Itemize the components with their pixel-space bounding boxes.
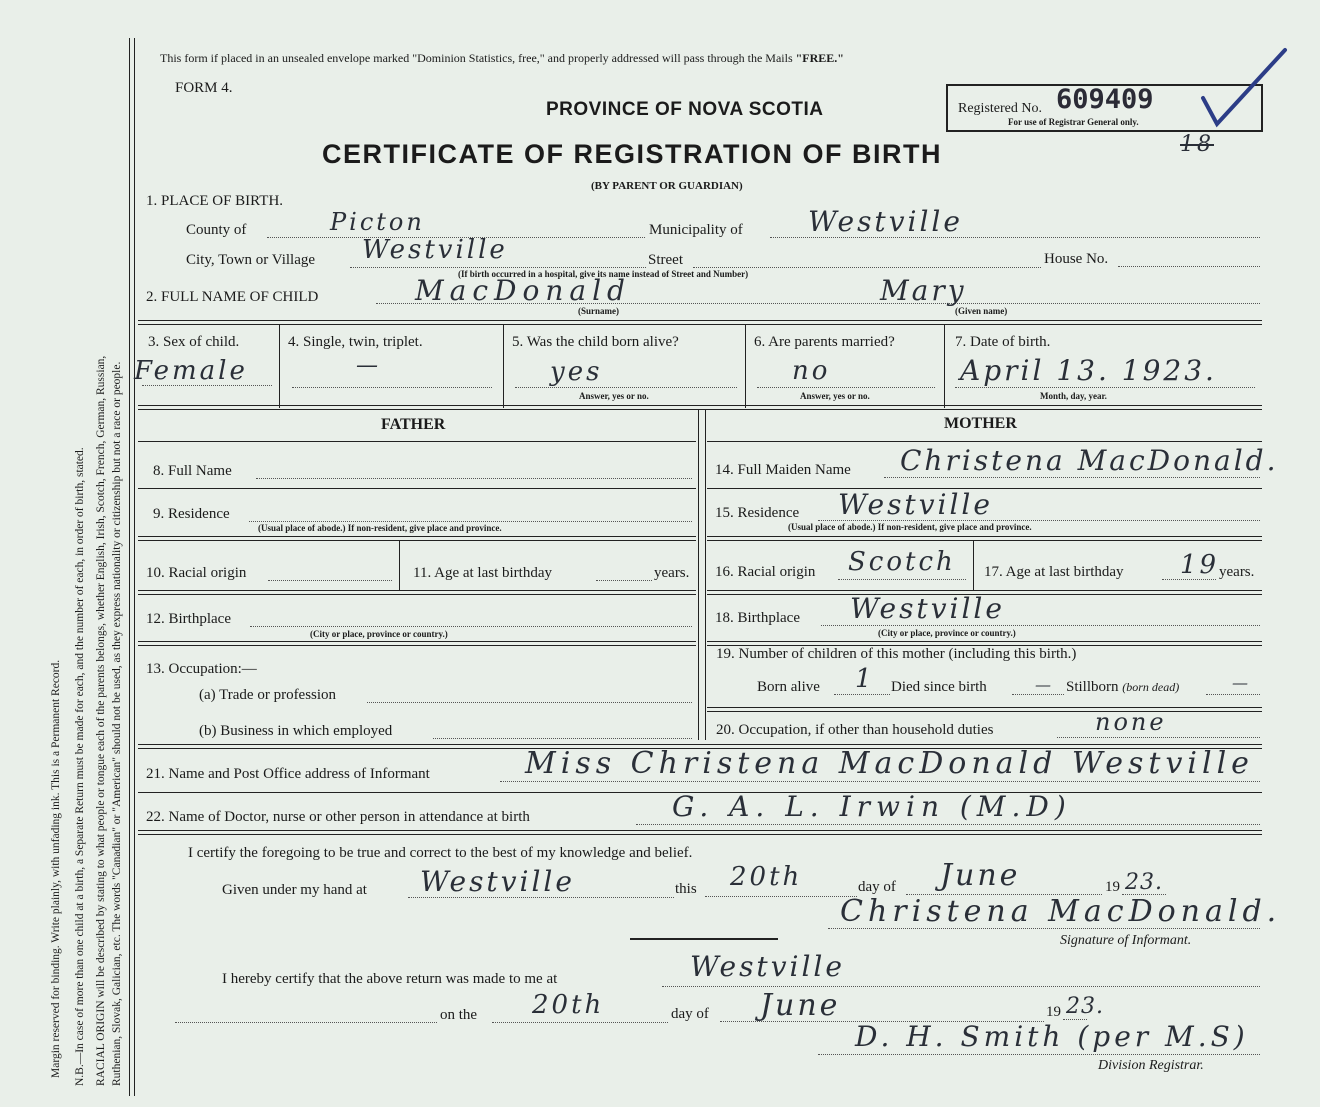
- alive-answer-note: Answer, yes or no.: [579, 391, 649, 401]
- given-name-note: (Given name): [955, 306, 1008, 316]
- mail-note-free: "FREE.": [795, 51, 844, 65]
- father-birthplace-note: (City or place, province or country.): [310, 629, 448, 639]
- this-label: this: [675, 881, 697, 897]
- married-value: no: [792, 356, 831, 386]
- registrar-place-value: Westville: [690, 950, 845, 983]
- child-given-name: Mary: [880, 274, 967, 307]
- side-text-2: N.B.—In case of more than one child at a birth, a Separate Return must be made for each, and the number of each, in order of birth, stated.: [74, 447, 86, 1086]
- registrar-year-value: 23.: [1066, 994, 1104, 1019]
- certify-year-value: 23.: [1125, 870, 1163, 895]
- registrar-signature: D. H. Smith (per M.S): [855, 1020, 1249, 1053]
- father-residence-label: 9. Residence: [153, 506, 230, 522]
- registrar-note: For use of Registrar General only.: [1008, 117, 1139, 127]
- born-alive-value: yes: [550, 357, 603, 387]
- margin-rule-2: [134, 38, 135, 1096]
- died-since-birth-value: —: [1035, 675, 1054, 694]
- side-text-4: Ruthenian, Slovak, Galician, etc. The words "Canadian" or "American" should not be used, as they express nationality or citizenship but not a race or people.: [111, 361, 123, 1086]
- born-alive-count-label: Born alive: [757, 679, 820, 695]
- registrar-day-of-label: day of: [671, 1006, 709, 1022]
- father-racial-label: 10. Racial origin: [146, 565, 247, 581]
- mother-age-label: 17. Age at last birthday: [984, 564, 1124, 580]
- born-alive-label: 5. Was the child born alive?: [512, 334, 679, 350]
- doctor-label: 22. Name of Doctor, nurse or other person in attendance at birth: [146, 809, 530, 825]
- mother-birthplace-note: (City or place, province or country.): [878, 628, 1016, 638]
- stillborn-label: [1066, 679, 1179, 696]
- registrar-signature-label: Division Registrar.: [1098, 1058, 1204, 1073]
- single-twin-label: 4. Single, twin, triplet.: [288, 334, 423, 350]
- informant-signature-label: Signature of Informant.: [1060, 933, 1192, 948]
- certify-statement: I certify the foregoing to be true and correct to the best of my knowledge and belief.: [188, 845, 693, 861]
- certify-month-value: June: [940, 858, 1021, 893]
- mother-residence-value: Westville: [838, 488, 993, 521]
- mother-occupation-value: none: [1095, 708, 1167, 736]
- informant-value: Miss Christena MacDonald Westville: [525, 746, 1254, 781]
- registered-number: 609409: [1056, 84, 1154, 115]
- certify-day-of-label: day of: [858, 879, 896, 895]
- given-under-hand-label: Given under my hand at: [222, 882, 367, 898]
- child-surname: MacDonald: [415, 274, 631, 307]
- father-business-label: (b) Business in which employed: [199, 723, 393, 739]
- mother-birthplace-label: 18. Birthplace: [715, 610, 800, 626]
- stillborn-note: (born dead): [1122, 680, 1180, 694]
- margin-mark: 18: [1180, 132, 1214, 157]
- county-label: County of: [186, 222, 247, 238]
- father-occupation-label: 13. Occupation:—: [146, 661, 257, 677]
- registrar-month-value: June: [760, 988, 841, 1023]
- birth-date-label: 7. Date of birth.: [955, 334, 1051, 350]
- mother-name-value: Christena MacDonald.: [900, 444, 1279, 477]
- place-of-birth-heading: 1. PLACE OF BIRTH.: [146, 193, 284, 209]
- mother-racial-label: 16. Racial origin: [715, 564, 816, 580]
- mother-name-label: 14. Full Maiden Name: [715, 462, 851, 478]
- mother-occupation-label: 20. Occupation, if other than household duties: [716, 722, 994, 738]
- father-heading: FATHER: [381, 416, 446, 433]
- city-value: Westville: [362, 235, 508, 265]
- father-age-label: 11. Age at last birthday: [413, 565, 552, 581]
- born-alive-count: 1: [855, 664, 875, 694]
- single-twin-value: —: [356, 353, 381, 378]
- hospital-note: (If birth occurred in a hospital, give its name instead of Street and Number): [458, 269, 749, 279]
- check-mark-icon: [1195, 46, 1290, 136]
- street-label: Street: [648, 252, 683, 268]
- child-name-label: 2. FULL NAME OF CHILD: [146, 289, 319, 305]
- mother-age-value: 19: [1180, 550, 1220, 580]
- margin-rule: [129, 38, 130, 1096]
- county-value: Picton: [330, 208, 425, 236]
- registered-label: Registered No.: [958, 101, 1042, 116]
- father-trade-label: (a) Trade or profession: [199, 687, 337, 703]
- on-the-label: on the: [440, 1007, 478, 1023]
- father-age-years: years.: [654, 565, 690, 581]
- mail-note-text: This form if placed in an unsealed envelope marked "Dominion Statistics, free," and properly addressed will pass through the Mails: [160, 51, 796, 65]
- birth-date-value: April 13. 1923.: [960, 354, 1217, 387]
- document-title: CERTIFICATE OF REGISTRATION OF BIRTH: [322, 139, 942, 169]
- mother-birthplace-value: Westville: [850, 592, 1005, 625]
- father-name-label: 8. Full Name: [153, 463, 232, 479]
- divider-rule: [630, 938, 778, 940]
- municipality-value: Westville: [808, 205, 963, 238]
- mail-note: [160, 51, 844, 66]
- side-text-3: RACIAL ORIGIN will be described by stating to what people or tongue each of the parents belongs, whether English, Irish, Scotch, French, German, Russian,: [95, 355, 107, 1086]
- father-birthplace-label: 12. Birthplace: [146, 611, 231, 627]
- doctor-value: G. A. L. Irwin (M.D): [672, 790, 1072, 823]
- registrar-statement: I hereby certify that the above return was made to me at: [222, 971, 558, 987]
- stillborn-text: Stillborn: [1066, 679, 1119, 695]
- mother-heading: MOTHER: [944, 415, 1017, 432]
- birth-date-note: Month, day, year.: [1040, 391, 1107, 401]
- stillborn-value: —: [1232, 673, 1251, 692]
- died-since-birth-label: Died since birth: [891, 679, 987, 695]
- given-place-value: Westville: [420, 865, 575, 898]
- city-label: City, Town or Village: [186, 252, 316, 268]
- married-answer-note: Answer, yes or no.: [800, 391, 870, 401]
- father-abode-note: (Usual place of abode.) If non-resident, give place and province.: [258, 523, 502, 533]
- sex-value: Female: [134, 356, 248, 386]
- sex-label: 3. Sex of child.: [148, 334, 240, 350]
- mother-abode-note: (Usual place of abode.) If non-resident, give place and province.: [788, 522, 1032, 532]
- registrar-year-prefix: 19: [1046, 1004, 1061, 1020]
- informant-signature: Christena MacDonald.: [840, 894, 1282, 929]
- province-heading: PROVINCE OF NOVA SCOTIA: [546, 99, 824, 120]
- certify-day-value: 20th: [730, 862, 803, 892]
- form-number: FORM 4.: [175, 80, 233, 96]
- registrar-day-value: 20th: [532, 990, 605, 1020]
- document-subtitle: (BY PARENT OR GUARDIAN): [591, 180, 743, 192]
- mother-age-years: years.: [1219, 564, 1255, 580]
- informant-label: 21. Name and Post Office address of Informant: [146, 766, 430, 782]
- mother-children-label: 19. Number of children of this mother (including this birth.): [716, 646, 1077, 662]
- house-number-label: House No.: [1044, 251, 1109, 267]
- certify-year-prefix: 19: [1105, 879, 1120, 895]
- married-label: 6. Are parents married?: [754, 334, 895, 350]
- municipality-label: Municipality of: [649, 222, 743, 238]
- surname-note: (Surname): [578, 306, 619, 316]
- side-text-1: Margin reserved for binding. Write plainly, with unfading ink. This is a Permanent Record.: [50, 659, 62, 1078]
- mother-racial-value: Scotch: [848, 547, 956, 577]
- mother-residence-label: 15. Residence: [715, 505, 800, 521]
